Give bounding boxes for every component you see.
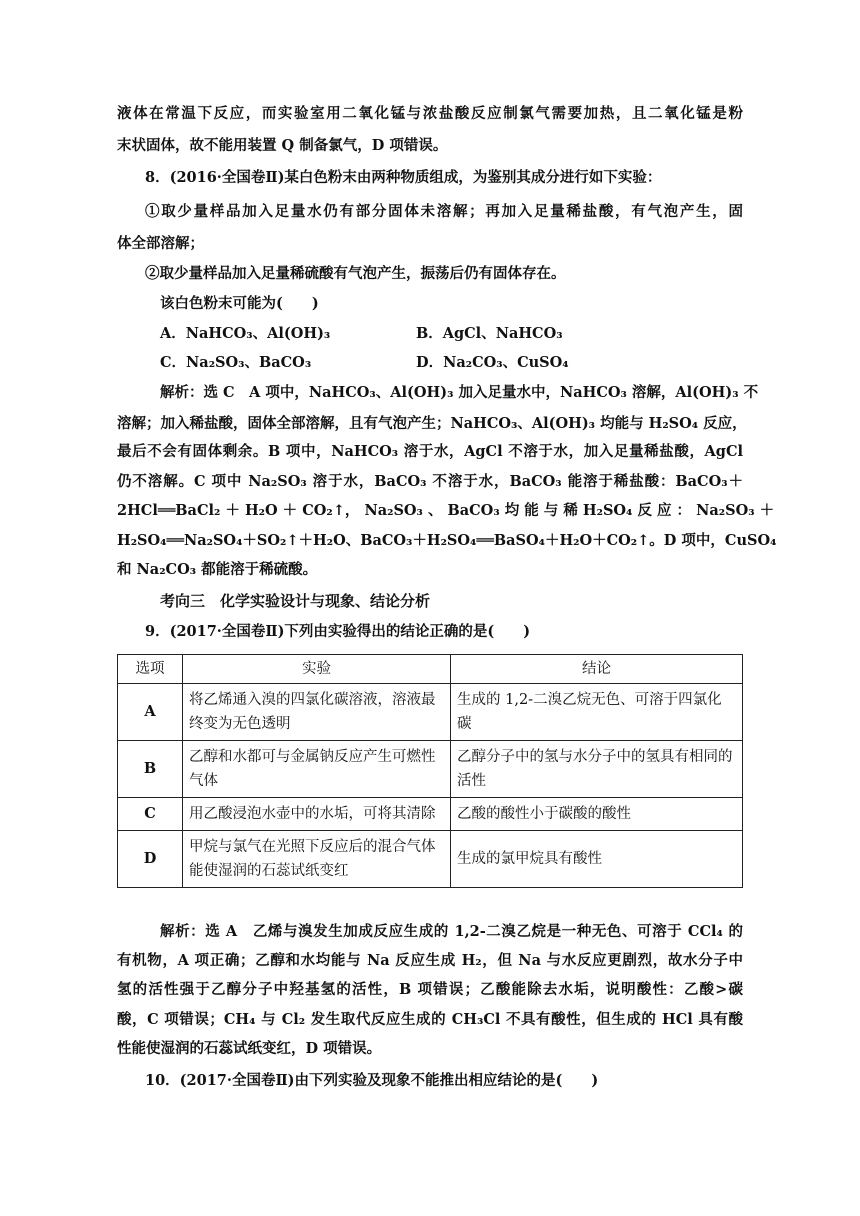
q9-stem: 9．(2017·全国卷Ⅱ)下列由实验得出的结论正确的是( ) [145,623,531,640]
q8-step2: ②取少量样品加入足量稀硫酸有气泡产生，振荡后仍有固体存在。 [145,265,566,282]
q8-analysis-line-6: H₂SO₄══Na₂SO₄＋SO₂↑＋H₂O、BaCO₃＋H₂SO₄══BaSO₄＋H₂O＋CO₂↑。D 项中，CuSO₄ [117,532,777,549]
header-option: 选项 [118,655,183,684]
q9-analysis-line-5: 性能使湿润的石蕊试纸变红，D 项错误。 [117,1040,382,1057]
q8-analysis-line-5: 2HCl══BaCl₂ ＋ H₂O ＋ CO₂↑， Na₂SO₃ 、 BaCO₃ 均 能 与 稀 H₂SO₄ 反 应 ： Na₂SO₃ ＋ [117,502,775,519]
row-experiment: 用乙酸浸泡水壶中的水垢，可将其清除 [183,798,451,831]
row-key: D [118,831,183,888]
header-conclusion: 结论 [451,655,743,684]
q8-ask: 该白色粉末可能为( ) [160,295,319,312]
q8-step1-line2: 体全部溶解； [117,235,204,252]
table-header-row [118,655,743,684]
intro-line-1: 液体在常温下反应，而实验室用二氧化锰与浓盐酸反应制氯气需要加热，且二氧化锰是粉 [117,105,743,122]
q10-stem: 10．(2017·全国卷Ⅱ)由下列实验及现象不能推出相应结论的是( ) [145,1072,599,1089]
row-experiment: 乙醇和水都可与金属钠反应产生可燃性气体 [183,741,451,798]
row-key: A [118,684,183,741]
q8-analysis-line-2: 溶解；加入稀盐酸，固体全部溶解，且有气泡产生；NaHCO₃、Al(OH)₃ 均能与 H₂SO₄ 反应， [117,415,747,432]
row-key: B [118,741,183,798]
row-conclusion: 生成的氯甲烷具有酸性 [451,831,743,888]
q8-analysis-line-1: 解析：选 C A 项中，NaHCO₃、Al(OH)₃ 加入足量水中，NaHCO₃ 溶解，Al(OH)₃ 不 [160,384,759,401]
q9-analysis-line-1: 解析：选 A 乙烯与溴发生加成反应生成的 1,2-二溴乙烷是一种无色、可溶于 CCl₄ 的 [160,923,743,940]
table-row [118,831,743,888]
q8-analysis-line-3: 最后不会有固体剩余。B 项中，NaHCO₃ 溶于水，AgCl 不溶于水，加入足量稀盐酸，AgCl [117,443,743,460]
row-conclusion: 生成的 1,2-二溴乙烷无色、可溶于四氯化碳 [451,684,743,741]
q8-analysis-line-7: 和 Na₂CO₃ 都能溶于稀硫酸。 [117,561,318,578]
header-experiment: 实验 [183,655,451,684]
row-conclusion: 乙酸的酸性小于碳酸的酸性 [451,798,743,831]
table-row [118,798,743,831]
q8-analysis-line-4: 仍不溶解。C 项中 Na₂SO₃ 溶于水，BaCO₃ 不溶于水，BaCO₃ 能溶于稀盐酸：BaCO₃＋ [117,473,743,490]
q8-step1-line1: ①取少量样品加入足量水仍有部分固体未溶解；再加入足量稀盐酸，有气泡产生，固 [145,203,743,220]
experiment-table [117,654,743,888]
q8-option-b: B．AgCl、NaHCO₃ [416,325,563,342]
table-row [118,684,743,741]
q8-option-a: A．NaHCO₃、Al(OH)₃ [160,325,331,342]
row-key: C [118,798,183,831]
row-conclusion: 乙醇分子中的氢与水分子中的氢具有相同的活性 [451,741,743,798]
table-row [118,741,743,798]
q9-analysis-line-2: 有机物，A 项正确；乙醇和水均能与 Na 反应生成 H₂，但 Na 与水反应更剧烈，故水分子中 [117,952,743,969]
row-experiment: 将乙烯通入溴的四氯化碳溶液，溶液最终变为无色透明 [183,684,451,741]
intro-line-2: 末状固体，故不能用装置 Q 制备氯气，D 项错误。 [117,137,448,154]
q8-option-c: C．Na₂SO₃、BaCO₃ [160,354,312,371]
section-title: 考向三 化学实验设计与现象、结论分析 [160,592,431,610]
q8-stem: 8．(2016·全国卷Ⅱ)某白色粉末由两种物质组成，为鉴别其成分进行如下实验： [145,169,662,186]
q9-analysis-line-4: 酸，C 项错误；CH₄ 与 Cl₂ 发生取代反应生成的 CH₃Cl 不具有酸性，但生成的 HCl 具有酸 [117,1011,743,1028]
q8-option-d: D．Na₂CO₃、CuSO₄ [416,354,569,371]
row-experiment: 甲烷与氯气在光照下反应后的混合气体能使湿润的石蕊试纸变红 [183,831,451,888]
q9-analysis-line-3: 氢的活性强于乙醇分子中羟基氢的活性，B 项错误；乙酸能除去水垢，说明酸性：乙酸>碳 [117,981,743,998]
